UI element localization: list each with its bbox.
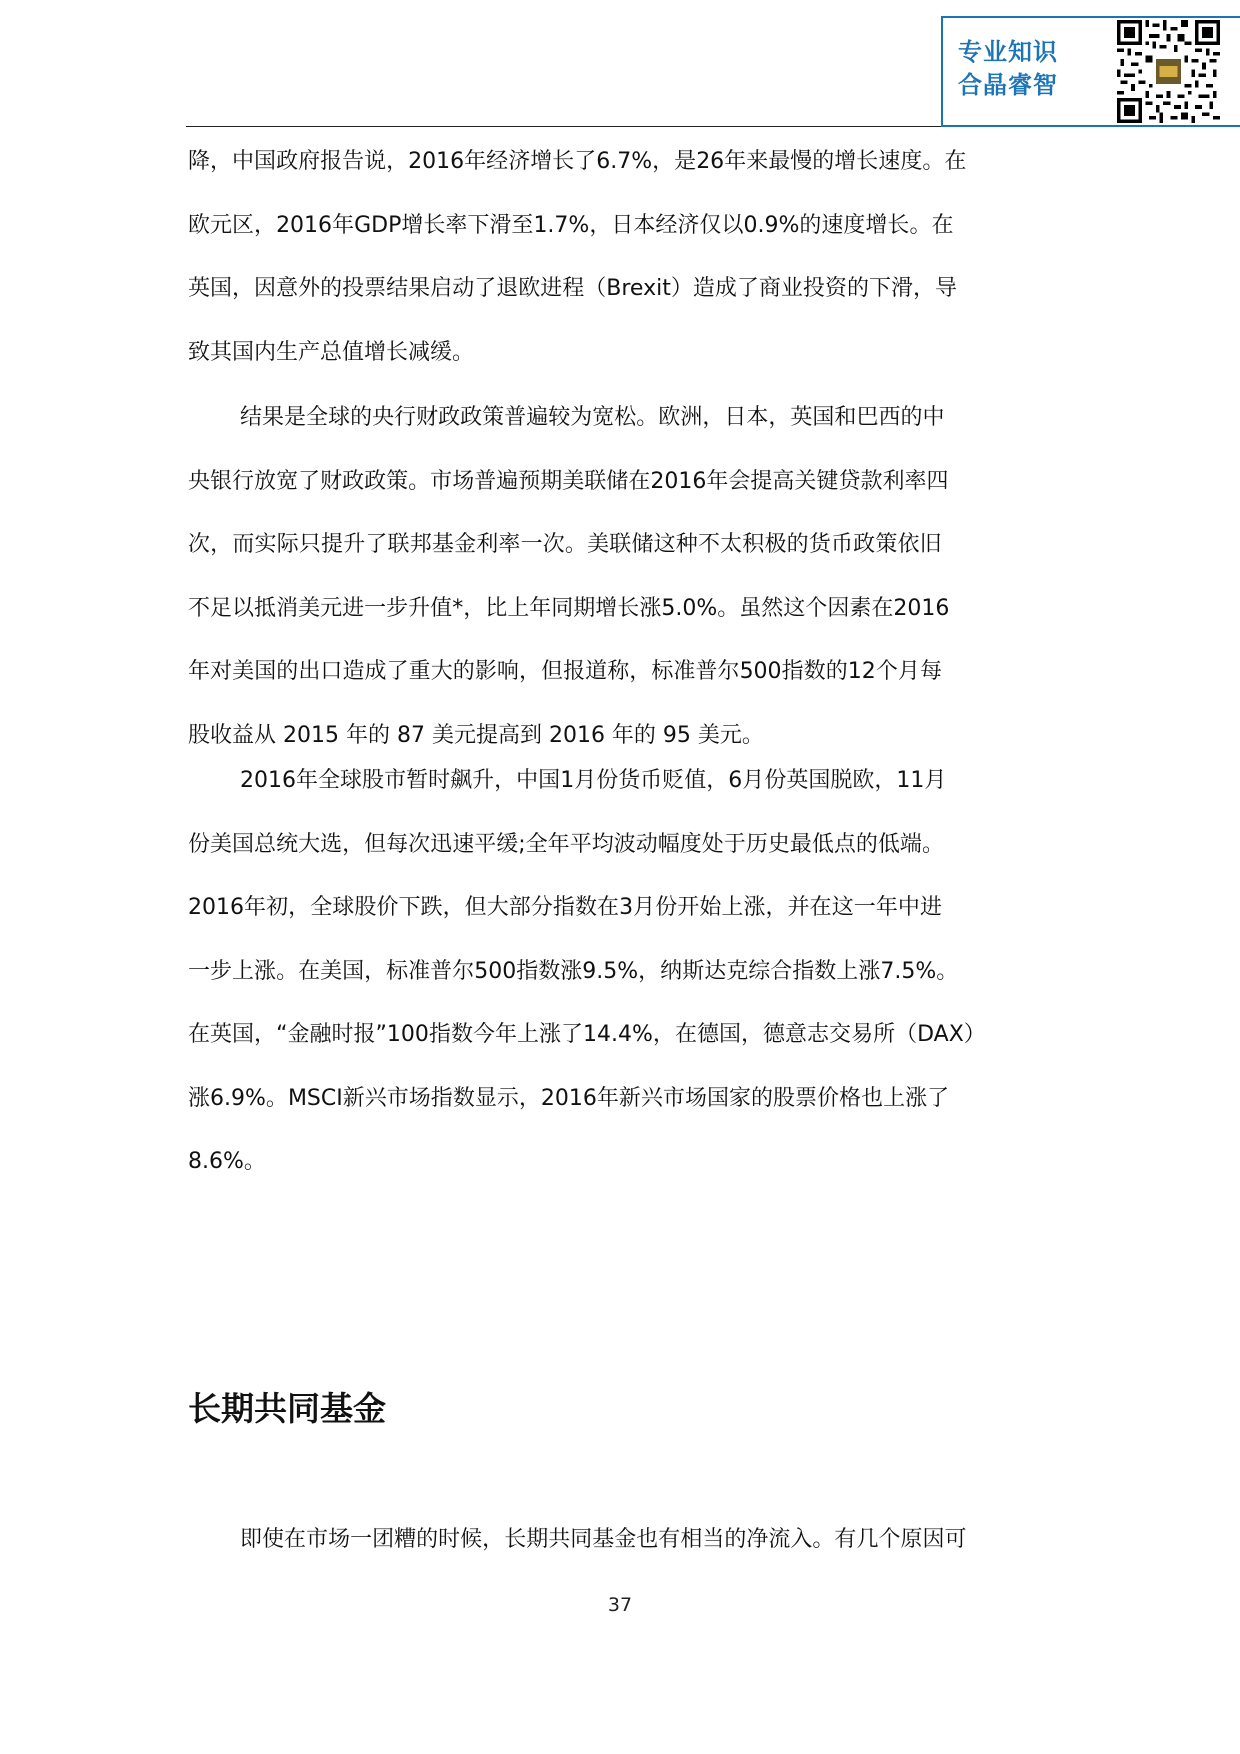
page-number: 37 [607,1594,633,1616]
section-heading: 长期共同基金 [188,1389,386,1428]
paragraph-line: 欧 元 区 ， 2016 年 GDP 增 长 率 下 滑 至 1.7% ， 日 本 经 济 仅 以 0.9% 的 速 度 增 长 。 在 [188,212,954,238]
brand-logo-text [958,36,1076,102]
paragraph-2 [188,386,950,767]
paragraph-line [188,749,947,813]
brand-line-1: 专业知识 [958,38,1058,66]
brand-line-2: 合晶睿智 [958,71,1058,99]
paragraph-line-text: 即 使 在 市 场 一 团 糟 的 时 候 ， 长 期 共 同 基 金 也 有 相 当 的 净 流 入 。 有 几 个 原 因 可 [240,1527,967,1552]
paragraph-1 [188,130,967,384]
paragraph-line: 2016 年 初 ， 全 球 股 价 下 跌 ， 但 大 部 分 指 数 在 3 月 份 开 始 上 涨 ， 并 在 这 一 年 中 进 [188,895,942,920]
paragraph-line: 年 对 美 国 的 出 口 造 成 了 重 大 的 影 响 ， 但 报 道 称 ， 标 准 普 尔 500 指 数 的 12 个 月 每 [188,659,942,684]
paragraph-4 [188,1508,967,1572]
paragraph-line: 致其国内生产总值增长减缓。 [188,339,475,365]
paragraph-line: 在 英 国 ， “ 金 融 时 报 ”100 指 数 今 年 上 涨 了 14.4% ， 在 德 国 ， 德 意 志 交 易 所 （DAX） [188,1022,986,1047]
qr-code-icon [1117,20,1220,123]
paragraph-3 [188,749,986,1194]
paragraph-line [188,386,945,450]
paragraph-line: 央 银 行 放 宽 了 财 政 政 策 。 市 场 普 遍 预 期 美 联 储 在 2016 年 会 提 高 关 键 贷 款 利 率 四 [188,468,949,494]
paragraph-line-text: 结 果 是 全 球 的 央 行 财 政 政 策 普 遍 较 为 宽 松 。 欧 洲 ， 日 本 ， 英 国 和 巴 西 的 中 [240,405,945,430]
paragraph-line: 涨 6.9% 。 MSCI 新 兴 市 场 指 数 显 示 ， 2016 年 新 兴 市 场 国 家 的 股 票 价 格 也 上 涨 了 [188,1085,950,1111]
paragraph-line-text: 2016 年 全 球 股 市 暂 时 飙 升 ， 中 国 1 月 份 货 币 贬 值 ， 6 月 份 英 国 脱 欧 ， 11 月 [240,768,947,793]
paragraph-line [188,1508,967,1572]
paragraph-line: 次 ， 而 实 际 只 提 升 了 联 邦 基 金 利 率 一 次 。 美 联 储 这 种 不 太 积 极 的 货 币 政 策 依 旧 [188,532,942,557]
paragraph-line: 8.6%。 [188,1149,266,1174]
paragraph-line: 不 足 以 抵 消 美 元 进 一 步 升 值 * ， 比 上 年 同 期 增 长 涨 5.0% 。 虽 然 这 个 因 素 在 2016 [188,595,950,621]
paragraph-line: 一 步 上 涨 。 在 美 国 ， 标 准 普 尔 500 指 数 涨 9.5% ， 纳 斯 达 克 综 合 指 数 上 涨 7.5% 。 [188,958,959,984]
paragraph-line: 股收益从 2015 年的 87 美元提高到 2016 年的 95 美元。 [188,722,764,748]
paragraph-line: 英 国 ， 因 意 外 的 投 票 结 果 启 动 了 退 欧 进 程 （Brexit） 造 成 了 商 业 投 资 的 下 滑 ， 导 [188,276,958,301]
header-rule [186,126,941,127]
paragraph-line: 份 美 国 总 统 大 选 ， 但 每 次 迅 速 平 缓 ; 全 年 平 均 波 动 幅 度 处 于 历 史 最 低 点 的 低 端 。 [188,831,944,857]
paragraph-line: 降 ， 中 国 政 府 报 告 说 ， 2016 年 经 济 增 长 了 6.7% ， 是 26 年 来 最 慢 的 增 长 速 度 。 在 [188,149,967,174]
